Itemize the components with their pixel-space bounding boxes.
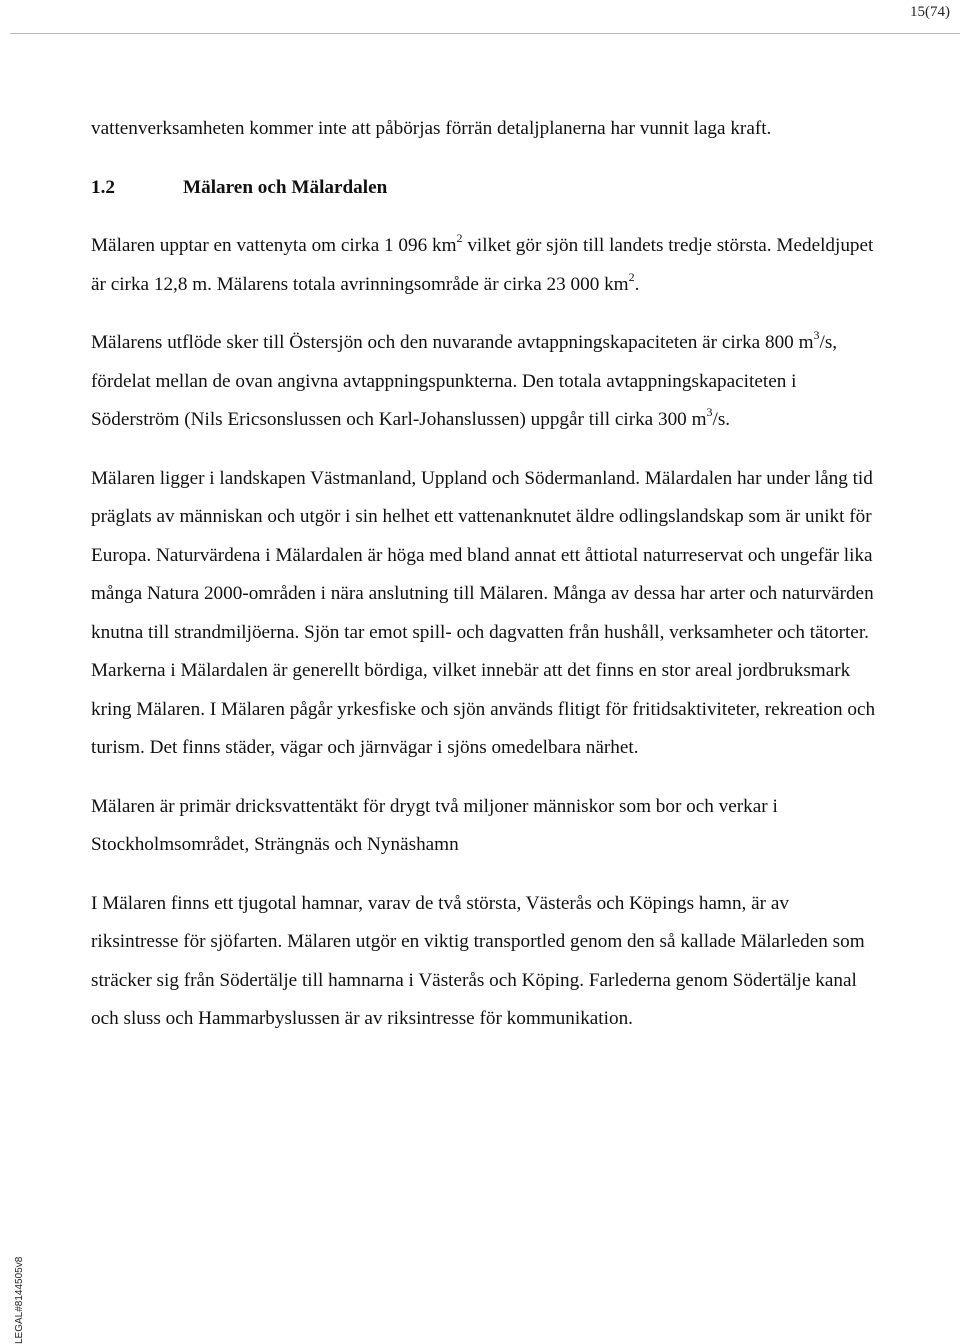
text-fragment: Mälarens utflöde sker till Östersjön och den nuvarande avtappningskapaciteten är cirka 800 m [91,332,814,353]
header-rule [10,33,960,34]
superscript: 3 [813,328,820,342]
superscript: 3 [706,405,713,419]
text-fragment: /s. [712,409,731,430]
paragraph-outflow [91,324,881,440]
page-number: 15(74) [910,4,950,20]
superscript: 2 [628,269,635,284]
superscript: 2 [456,231,463,245]
paragraph-area [91,227,881,304]
section-title: Mälaren och Mälardalen [183,176,388,198]
text-fragment: Mälaren upptar en vattenyta om cirka 1 096 km [91,235,457,256]
text-fragment: vilket gör sjön till landets tredje största. Medeldjupet är cirka 12,8 m. Mälarens totala avrinningsområde är cirka 23 000 km [91,235,874,295]
section-number: 1.2 [91,176,115,198]
paragraph-harbours: I Mälaren finns ett tjugotal hamnar, varav de två största, Västerås och Köpings hamn, är av riksintresse för sjöfarten. Mälaren utgör en viktig transportled genom den så kallade Mälarleden som sträcker sig från Södertälje till hamnarna i Västerås och Köping. Farlederna genom Södertälje kanal och sluss och Hammarbyslussen är av riksintresse för kommunikation. [91,892,865,1029]
document-id-label: LEGAL#8144505v8 [14,1256,25,1344]
section-heading [91,169,881,208]
text-fragment: /s, fördelat mellan de ovan angivna avtappningspunkterna. Den totala avtappningskapaciteten i Söderström (Nils Ericsonslussen och Karl-Johanslussen) uppgår till cirka 300 m [91,332,838,430]
document-body [91,110,881,1059]
paragraph-drinking-water: Mälaren är primär dricksvattentäkt för drygt två miljoner människor som bor och verkar i Stockholmsområdet, Strängnäs och Nynäshamn [91,795,778,855]
paragraph-landscape: Mälaren ligger i landskapen Västmanland, Uppland och Södermanland. Mälardalen har under lång tid präglats av människan och utgör i sin helhet ett vattenanknutet äldre odlingslandskap som är unikt för Europa. Naturvärdena i Mälardalen är höga med bland annat ett åttiotal naturreservat och ungefär lika många Natura 2000-områden i nära anslutning till Mälaren. Många av dessa har arter och naturvärden knutna till strandmiljöerna. Sjön tar emot spill- och dagvatten från hushåll, verksamheter och tätorter. Markerna i Mälardalen är generellt bördiga, vilket innebär att det finns en stor areal jordbruksmark kring Mälaren. I Mälaren pågår yrkesfiske och sjön används flitigt för fritidsaktiviteter, rekreation och turism. Det finns städer, vägar och järnvägar i sjöns omedelbara närhet. [91,467,876,758]
paragraph-intro: vattenverksamheten kommer inte att påbörjas förrän detaljplanerna har vunnit laga kraft. [91,118,772,139]
text-fragment: . [634,273,640,295]
